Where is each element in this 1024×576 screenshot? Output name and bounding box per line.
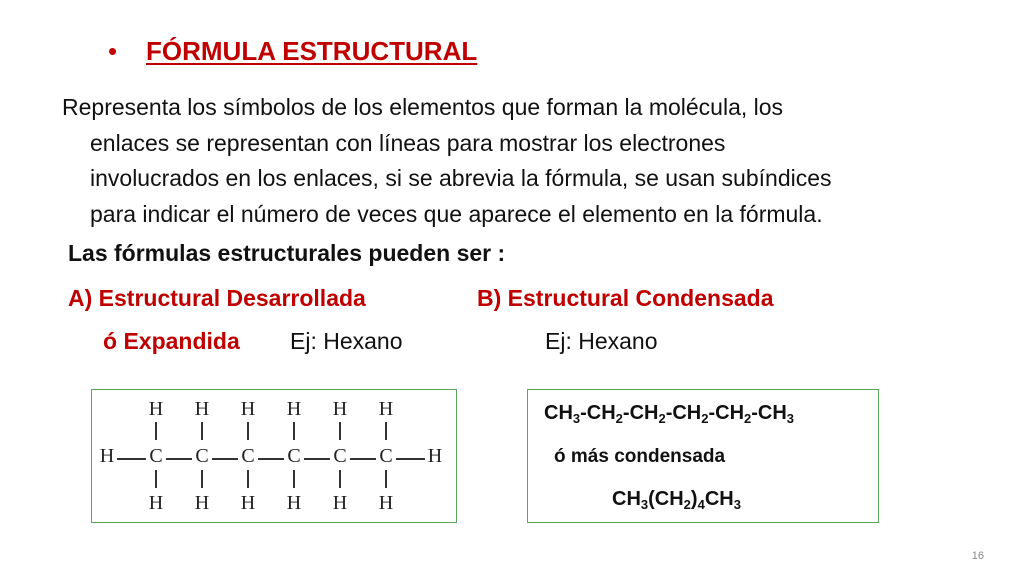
formula-part — [691, 488, 705, 510]
carbon-atom: C — [195, 445, 209, 467]
hydrogen-atom-top: H — [148, 398, 164, 420]
hydrogen-atom-bottom: H — [240, 492, 256, 514]
formula-subscript: 2 — [701, 411, 709, 426]
more-condensed-label: ó más condensada — [554, 446, 726, 467]
bond-vertical-bottom — [293, 470, 295, 488]
formula-part — [612, 488, 648, 510]
page-number: 16 — [971, 550, 984, 562]
hydrogen-atom-bottom: H — [194, 492, 210, 514]
carbon-atom: C — [149, 445, 163, 467]
hydrogen-atom-left: H — [99, 445, 115, 467]
formula-part — [666, 402, 709, 424]
bond-vertical-bottom — [385, 470, 387, 488]
formula-subscript: 3 — [640, 497, 649, 512]
bond-vertical-top — [339, 422, 341, 440]
expanded-formula-box — [91, 389, 457, 523]
bond-vertical-top — [385, 422, 387, 440]
carbon-atom: C — [379, 445, 393, 467]
formula-symbol: -CH — [751, 402, 787, 424]
formula-subscript: 2 — [744, 411, 752, 426]
hydrogen-atom-right: H — [427, 445, 443, 467]
formula-subscript: 2 — [615, 411, 623, 426]
formula-symbol: CH — [704, 488, 734, 510]
formula-part — [623, 402, 666, 424]
formula-symbol: -CH — [708, 402, 745, 424]
carbon-atom: C — [333, 445, 347, 467]
hydrogen-atom-top: H — [240, 398, 256, 420]
hydrogen-atom-top: H — [332, 398, 348, 420]
hydrogen-atom-top: H — [194, 398, 210, 420]
condensed-formula-box — [527, 389, 879, 523]
paragraph-line-1: Representa los símbolos de los elementos que forman la molécula, los — [62, 94, 784, 120]
paragraph-line-4: para indicar el número de veces que aparece el elemento en la fórmula. — [90, 200, 823, 227]
formula-symbol: -CH — [665, 402, 702, 424]
type-a-example: Ej: Hexano — [290, 328, 403, 354]
hydrogen-atom-top: H — [378, 398, 394, 420]
formula-part — [708, 402, 751, 424]
most-condensed-formula — [612, 488, 741, 512]
type-b-example: Ej: Hexano — [545, 328, 658, 354]
formula-subscript: 3 — [733, 497, 741, 512]
type-b-heading: B) Estructural Condensada — [477, 285, 774, 311]
formula-symbol: (CH — [648, 488, 684, 510]
bond-vertical-top — [201, 422, 203, 440]
formula-symbol: CH — [544, 402, 573, 424]
bond-horizontal — [258, 458, 284, 460]
carbon-atom: C — [241, 445, 255, 467]
formula-subscript: 4 — [697, 497, 705, 512]
hydrogen-atom-bottom: H — [332, 492, 348, 514]
bond-vertical-top — [293, 422, 295, 440]
types-intro: Las fórmulas estructurales pueden ser : — [68, 240, 506, 266]
title-bullet: • — [108, 36, 118, 66]
bond-horizontal — [117, 458, 146, 460]
formula-subscript: 3 — [786, 411, 795, 426]
body-text — [62, 90, 972, 232]
type-a-subheading: ó Expandida — [103, 328, 240, 354]
bond-vertical-top — [247, 422, 249, 440]
hydrogen-atom-bottom: H — [378, 492, 394, 514]
hydrogen-atom-bottom: H — [286, 492, 302, 514]
formula-symbol: CH — [612, 488, 641, 510]
formula-subscript: 2 — [683, 497, 691, 512]
bond-vertical-bottom — [155, 470, 157, 488]
bond-vertical-top — [155, 422, 157, 440]
type-a-heading: A) Estructural Desarrollada — [68, 285, 366, 311]
carbon-atom: C — [287, 445, 301, 467]
formula-subscript: 2 — [658, 411, 666, 426]
formula-symbol: -CH — [622, 402, 659, 424]
formula-part — [751, 402, 794, 424]
formula-part — [544, 402, 580, 424]
hydrogen-atom-bottom: H — [148, 492, 164, 514]
hydrogen-atom-top: H — [286, 398, 302, 420]
paragraph-line-2: enlaces se representan con líneas para mostrar los electrones — [90, 129, 726, 156]
formula-part — [648, 488, 691, 510]
formula-part — [580, 402, 623, 424]
paragraph-line-3: involucrados en los enlaces, si se abrevia la fórmula, se usan subíndices — [90, 165, 832, 191]
formula-part — [705, 488, 741, 510]
bond-vertical-bottom — [339, 470, 341, 488]
slide-title: FÓRMULA ESTRUCTURAL — [146, 36, 478, 66]
formula-symbol: -CH — [580, 402, 616, 424]
bond-horizontal — [350, 458, 376, 460]
formula-subscript: 3 — [572, 411, 581, 426]
condensed-formula-line — [544, 402, 794, 426]
bond-horizontal — [166, 458, 192, 460]
bond-vertical-bottom — [247, 470, 249, 488]
bond-vertical-bottom — [201, 470, 203, 488]
bond-horizontal — [304, 458, 330, 460]
bond-horizontal — [396, 458, 425, 460]
formula-symbol: ) — [690, 488, 698, 510]
bond-horizontal — [212, 458, 238, 460]
